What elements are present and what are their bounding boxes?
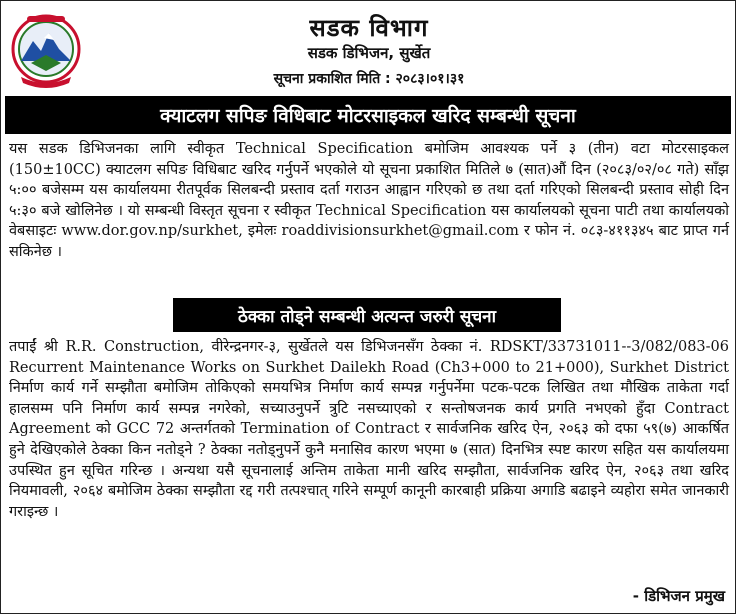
division-name: सडक डिभिजन, सुर्खेत: [307, 44, 431, 62]
notice-title: क्याटलग सपिङ विधिबाट मोटरसाइकल खरिद सम्बन्धी सूचना: [160, 105, 576, 127]
signature: - डिभिजन प्रमुख: [632, 587, 725, 605]
department-name: सडक विभाग: [309, 14, 429, 42]
published-date: सूचना प्रकाशित मिति : २०८३।०१।३१: [273, 71, 465, 87]
notice-body: यस सडक डिभिजनका लागि स्वीकृत Technical Specification बमोजिम आवश्यक पर्ने ३ (तीन) वटा मोटरसाइकल (150±10CC) क्याटलग सपिङ विधिबाट खरिद गर्नुपर्ने भएकोले यो सूचना प्रकाशित मितिले ७ (सात)औं दिन (२०८३/०२/०८ गते) साँझ ५:०० बजेसम्म यस कार्यालयमा रीतपूर्वक सिलबन्दी प्रस्ताव दर्ता गराउन आह्वान गरिएको छ तथा दर्ता गरिएको सिलबन्दी प्रस्ताव सोही दिन ५:३० बजे खोलिनेछ । यो सम्बन्धी विस्तृत सूचना र स्वीकृत Technical Specification यस कार्यालयको सूचना पाटी तथा कार्यालयको वेबसाइटः www.dor.gov.np/surkhet, इमेलः roaddivisionsurkhet@gmail.com र फोन नं. ०८३-४११३४५ बाट प्राप्त गर्न सकिनेछ ।: [9, 141, 729, 260]
notice-title-banner: [5, 96, 731, 134]
urgent-notice-body: तपाईं श्री R.R. Construction, वीरेन्द्रनगर-३, सुर्खेतले यस डिभिजनसँग ठेक्का नं. RDSKT/33731011--3/082/083-06 Recurrent Maintenance Works on Surkhet Dailekh Road (Ch3+000 to 21+000), Surkhet District निर्माण कार्य गर्ने सम्झौता बमोजिम तोकिएको समयभित्र निर्माण कार्य सम्पन्न गर्नुपर्नेमा पटक-पटक लिखित तथा मौखिक ताकेता गर्दा हालसम्म पनि निर्माण कार्य सम्पन्न नगरेको, सच्याउनुपर्ने त्रुटि नसच्याएको र सन्तोषजनक कार्य प्रगति नभएको हुँदा Contract Agreement को GCC 72 अन्तर्गतको Termination of Contract र सार्वजनिक खरिद ऐन, २०६३ को दफा ५९(७) आकर्षित हुने देखिएकोले ठेक्का किन नतोड्ने ? ठेक्का नतोड्नुपर्ने कुनै मनासिव कारण भएमा ७ (सात) दिनभित्र स्पष्ट कारण सहित यस कार्यालयमा उपस्थित हुन सूचित गरिन्छ । अन्यथा यसै सूचनालाई अन्तिम ताकेता मानी खरिद सम्झौता, सार्वजनिक खरिद ऐन, २०६३ तथा खरिद नियमावली, २०६४ बमोजिम ठेक्का सम्झौता रद्द गरी तत्पश्चात् गरिने सम्पूर्ण कानूनी कारबाही प्रक्रिया अगाडि बढाइने व्यहोरा समेत जानकारी गराइन्छ ।: [9, 339, 729, 520]
nepal-emblem-icon: [11, 11, 81, 93]
urgent-notice-title: ठेक्का तोड्ने सम्बन्धी अत्यन्त जरुरी सूचना: [237, 306, 497, 327]
urgent-notice-title-banner: [173, 298, 561, 332]
